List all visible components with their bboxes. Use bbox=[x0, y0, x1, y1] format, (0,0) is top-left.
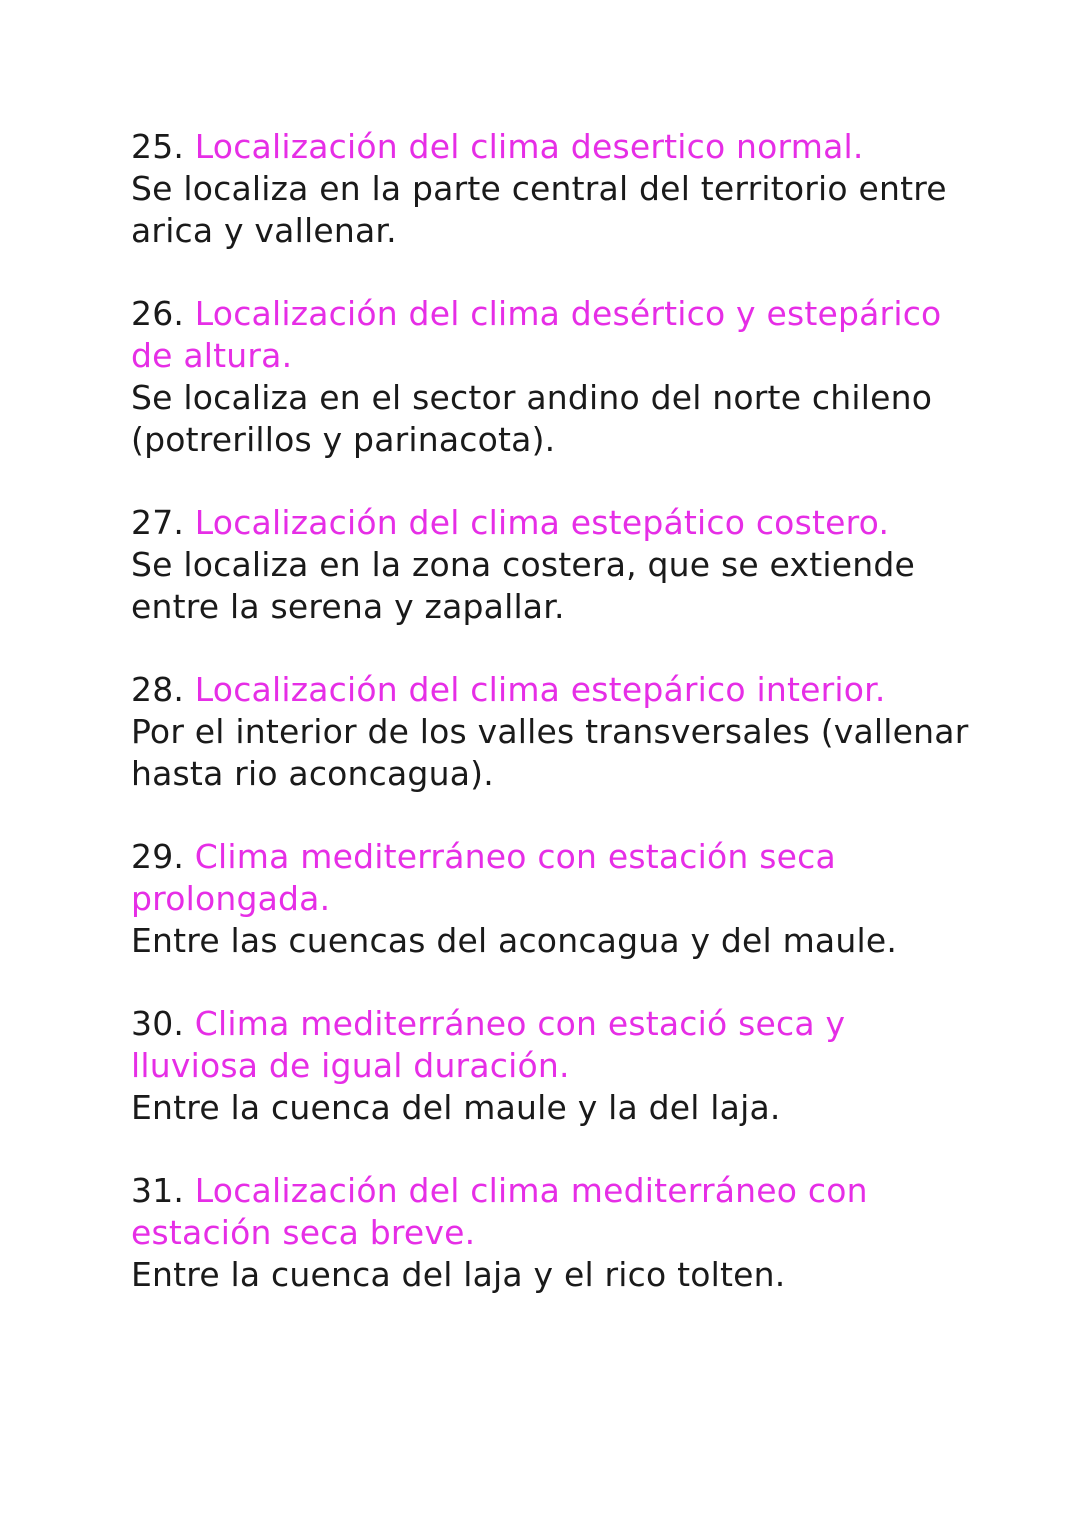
note-heading bbox=[131, 126, 971, 168]
note-item-29 bbox=[131, 836, 971, 962]
note-number: 31. bbox=[131, 1171, 185, 1210]
notes-list bbox=[131, 126, 971, 1337]
note-answer: Se localiza en la zona costera, que se extiende entre la serena y zapallar. bbox=[131, 545, 915, 626]
note-question: Localización del clima desértico y estepárico de altura. bbox=[131, 294, 942, 375]
note-heading bbox=[131, 502, 971, 544]
note-answer: Por el interior de los valles transversales (vallenar hasta rio aconcagua). bbox=[131, 712, 969, 793]
note-number: 29. bbox=[131, 837, 185, 876]
note-question: Localización del clima mediterráneo con estación seca breve. bbox=[131, 1171, 868, 1252]
note-answer: Entre la cuenca del laja y el rico tolten. bbox=[131, 1255, 786, 1294]
note-item-26 bbox=[131, 293, 971, 461]
note-item-30 bbox=[131, 1003, 971, 1129]
note-item-25 bbox=[131, 126, 971, 252]
note-question: Localización del clima desertico normal. bbox=[194, 127, 864, 166]
note-number: 26. bbox=[131, 294, 185, 333]
note-heading bbox=[131, 836, 971, 920]
note-question: Clima mediterráneo con estación seca prolongada. bbox=[131, 837, 836, 918]
note-heading bbox=[131, 669, 971, 711]
note-item-31 bbox=[131, 1170, 971, 1296]
note-number: 30. bbox=[131, 1004, 185, 1043]
note-question: Localización del clima estepárico interior. bbox=[194, 670, 886, 709]
note-number: 25. bbox=[131, 127, 185, 166]
note-question: Localización del clima estepático costero. bbox=[194, 503, 890, 542]
note-item-27 bbox=[131, 502, 971, 628]
note-heading bbox=[131, 293, 971, 377]
note-answer: Se localiza en el sector andino del norte chileno (potrerillos y parinacota). bbox=[131, 378, 933, 459]
note-heading bbox=[131, 1003, 971, 1087]
note-number: 28. bbox=[131, 670, 185, 709]
note-question: Clima mediterráneo con estació seca y lluviosa de igual duración. bbox=[131, 1004, 846, 1085]
note-heading bbox=[131, 1170, 971, 1254]
note-answer: Entre la cuenca del maule y la del laja. bbox=[131, 1088, 781, 1127]
note-answer: Se localiza en la parte central del territorio entre arica y vallenar. bbox=[131, 169, 947, 250]
note-item-28 bbox=[131, 669, 971, 795]
note-answer: Entre las cuencas del aconcagua y del maule. bbox=[131, 921, 898, 960]
note-number: 27. bbox=[131, 503, 185, 542]
